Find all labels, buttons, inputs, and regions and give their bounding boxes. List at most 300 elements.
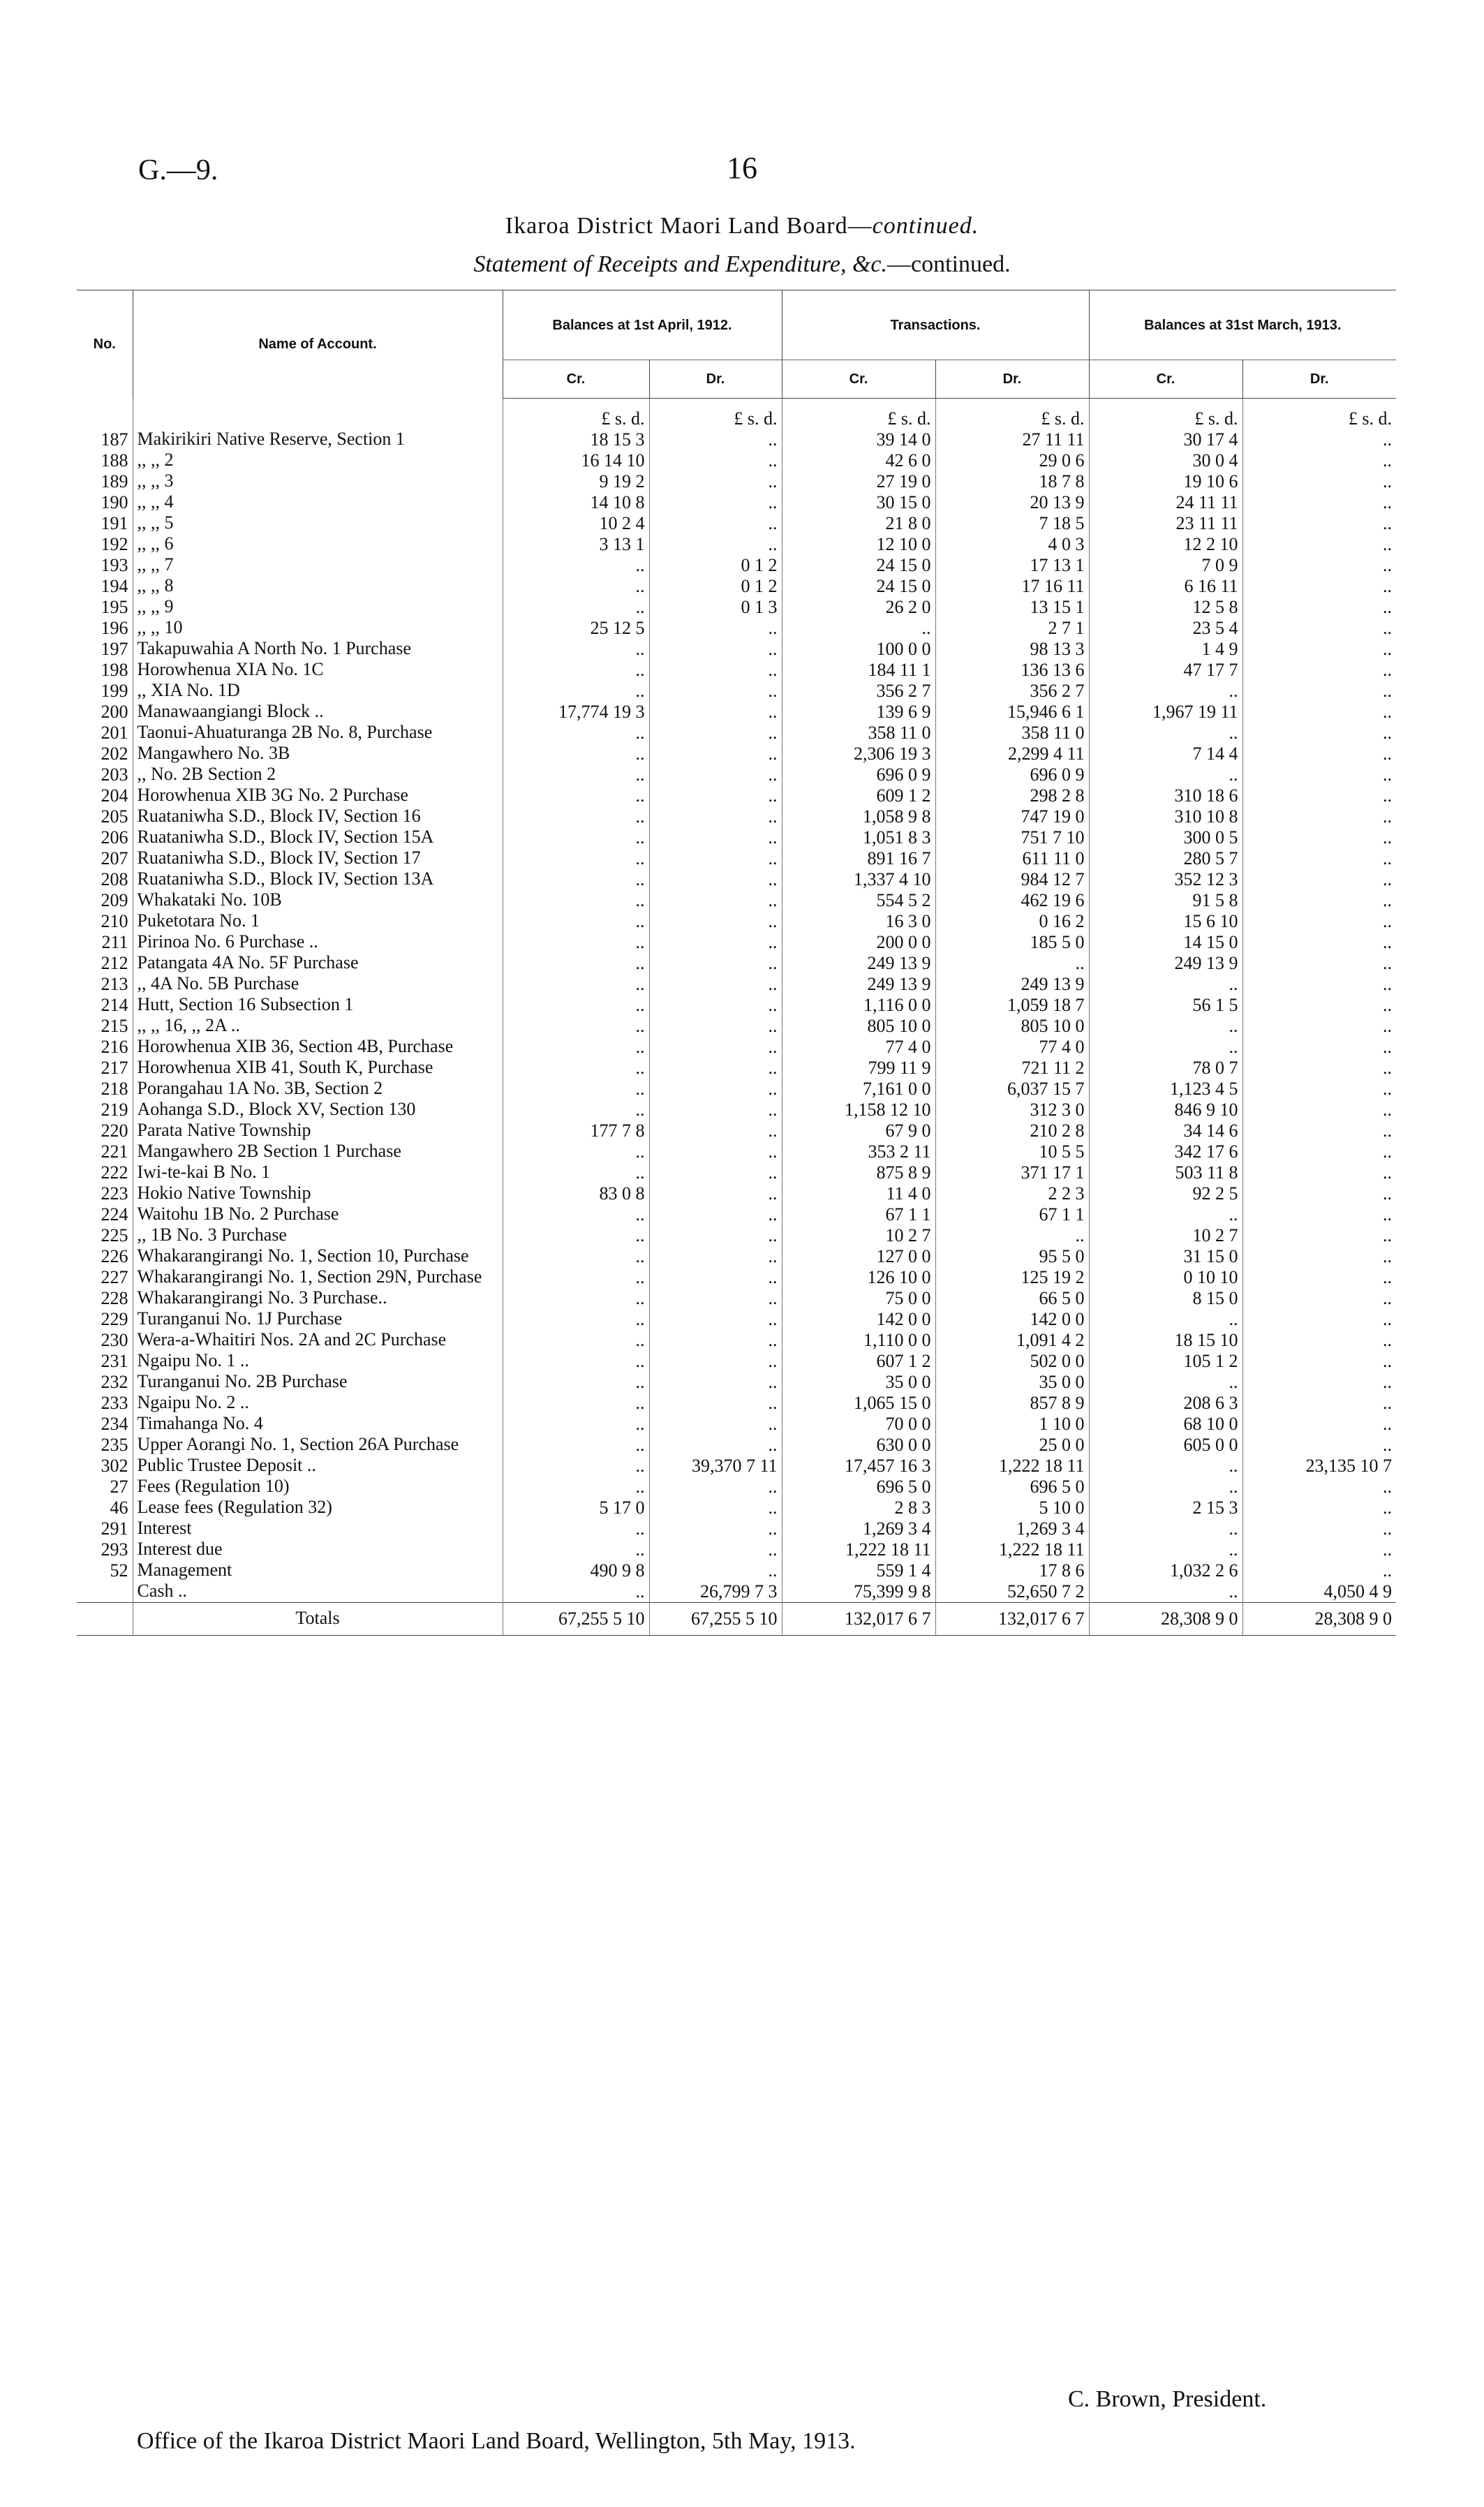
page-reference: G.—9. xyxy=(138,154,218,186)
row-number: 190 xyxy=(101,492,128,512)
balance-1912-dr: .. xyxy=(649,1183,782,1204)
balance-1912-dr: .. xyxy=(649,681,782,702)
transaction-cr: 24 15 0 xyxy=(782,576,935,597)
balance-1913-cr: 30 0 4 xyxy=(1089,450,1242,471)
table-row xyxy=(77,534,1396,555)
transaction-cr: 696 0 9 xyxy=(782,764,935,785)
balance-1912-cr: .. xyxy=(503,1225,649,1246)
units-label: £ s. d. xyxy=(935,399,1089,430)
balance-1913-cr: 1,967 19 11 xyxy=(1089,702,1242,723)
table-row xyxy=(77,1162,1396,1183)
transaction-dr: 2 2 3 xyxy=(935,1183,1089,1204)
balance-1912-dr: 0 1 2 xyxy=(649,576,782,597)
row-number: 189 xyxy=(101,471,128,491)
row-number: 194 xyxy=(101,576,128,596)
table-row xyxy=(77,1435,1396,1456)
statement-table xyxy=(77,290,1396,1636)
account-name: ,, 1B No. 3 Purchase xyxy=(133,1225,503,1246)
table-row xyxy=(77,890,1396,911)
balance-1913-cr: .. xyxy=(1089,723,1242,744)
transaction-cr: 139 6 9 xyxy=(782,702,935,723)
transaction-cr: 607 1 2 xyxy=(782,1351,935,1372)
account-name: ,, ,, 6 xyxy=(133,534,503,555)
table-row xyxy=(77,785,1396,806)
balance-1912-dr: 0 1 2 xyxy=(649,555,782,576)
balance-1912-dr: .. xyxy=(649,932,782,953)
balance-1913-cr: .. xyxy=(1089,681,1242,702)
account-name: ,, ,, 2 xyxy=(133,450,503,471)
balance-1912-dr: .. xyxy=(649,492,782,513)
account-name: Lease fees (Regulation 32) xyxy=(133,1497,503,1518)
balance-1913-dr: .. xyxy=(1242,1414,1396,1435)
account-name: Aohanga S.D., Block XV, Section 130 xyxy=(133,1100,503,1121)
balance-1913-dr: 23,135 10 7 xyxy=(1242,1456,1396,1477)
transaction-cr: 249 13 9 xyxy=(782,974,935,995)
heading-continued: continued. xyxy=(872,213,979,239)
balance-1912-dr: .. xyxy=(649,1497,782,1518)
total-b13-dr: 28,308 9 0 xyxy=(1242,1603,1396,1636)
total-trans-dr: 132,017 6 7 xyxy=(935,1603,1089,1636)
account-name: Whakarangirangi No. 3 Purchase.. xyxy=(133,1288,503,1309)
balance-1913-cr: .. xyxy=(1089,1456,1242,1477)
transaction-cr: 891 16 7 xyxy=(782,848,935,869)
transaction-cr: 16 3 0 xyxy=(782,911,935,932)
balance-1912-cr: .. xyxy=(503,1372,649,1393)
transaction-cr: 70 0 0 xyxy=(782,1414,935,1435)
transaction-dr: .. xyxy=(935,1225,1089,1246)
transaction-dr: 27 11 11 xyxy=(935,429,1089,450)
transaction-cr: 75,399 9 8 xyxy=(782,1581,935,1603)
table-row xyxy=(77,1016,1396,1037)
transaction-dr: .. xyxy=(935,953,1089,974)
balance-1912-cr: .. xyxy=(503,764,649,785)
row-number: 293 xyxy=(101,1539,128,1560)
transaction-cr: 559 1 4 xyxy=(782,1560,935,1581)
transaction-dr: 10 5 5 xyxy=(935,1141,1089,1162)
balance-1912-cr: .. xyxy=(503,932,649,953)
table-row xyxy=(77,1497,1396,1518)
row-number: 229 xyxy=(101,1309,128,1329)
units-row xyxy=(77,399,1396,430)
account-name: ,, ,, 3 xyxy=(133,471,503,492)
table-row xyxy=(77,1581,1396,1603)
balance-1912-dr: .. xyxy=(649,1267,782,1288)
transaction-cr: 24 15 0 xyxy=(782,555,935,576)
transaction-dr: 136 13 6 xyxy=(935,660,1089,681)
col-header-name: Name of Account. xyxy=(133,290,503,399)
row-number: 219 xyxy=(101,1100,128,1120)
balance-1912-cr: 18 15 3 xyxy=(503,429,649,450)
balance-1912-dr: .. xyxy=(649,450,782,471)
table-row xyxy=(77,1121,1396,1141)
account-name: ,, ,, 9 xyxy=(133,597,503,618)
col-group-balances-1912: Balances at 1st April, 1912. xyxy=(503,290,782,360)
balance-1912-dr: .. xyxy=(649,848,782,869)
transaction-dr: 2 7 1 xyxy=(935,618,1089,639)
page-subheading xyxy=(0,251,1484,278)
balance-1912-cr: .. xyxy=(503,1288,649,1309)
transaction-dr: 1,269 3 4 xyxy=(935,1518,1089,1539)
transaction-cr: 77 4 0 xyxy=(782,1037,935,1058)
subheading-plain: —continued. xyxy=(887,251,1011,277)
table-row xyxy=(77,471,1396,492)
transaction-dr: 35 0 0 xyxy=(935,1372,1089,1393)
transaction-cr: 696 5 0 xyxy=(782,1477,935,1497)
balance-1912-cr: .. xyxy=(503,1037,649,1058)
balance-1912-dr: .. xyxy=(649,534,782,555)
balance-1912-dr: .. xyxy=(649,995,782,1016)
balance-1913-cr: 34 14 6 xyxy=(1089,1121,1242,1141)
balance-1912-dr: 39,370 7 11 xyxy=(649,1456,782,1477)
balance-1913-cr: 605 0 0 xyxy=(1089,1435,1242,1456)
account-name: Interest xyxy=(133,1518,503,1539)
transaction-dr: 6,037 15 7 xyxy=(935,1079,1089,1100)
units-label: £ s. d. xyxy=(503,399,649,430)
balance-1913-cr: 68 10 0 xyxy=(1089,1414,1242,1435)
balance-1912-cr: .. xyxy=(503,1477,649,1497)
balance-1913-dr: .. xyxy=(1242,1560,1396,1581)
transaction-cr: 17,457 16 3 xyxy=(782,1456,935,1477)
balance-1912-dr: 0 1 3 xyxy=(649,597,782,618)
balance-1913-cr: 1,032 2 6 xyxy=(1089,1560,1242,1581)
row-number: 215 xyxy=(101,1016,128,1036)
president-signature: C. Brown, President. xyxy=(1068,2386,1267,2412)
balance-1912-cr: .. xyxy=(503,597,649,618)
table-row xyxy=(77,513,1396,534)
balance-1913-dr: .. xyxy=(1242,492,1396,513)
row-number xyxy=(77,1581,133,1603)
balance-1913-dr: .. xyxy=(1242,1372,1396,1393)
row-number: 210 xyxy=(101,911,128,931)
transaction-cr: 1,065 15 0 xyxy=(782,1393,935,1414)
transaction-dr: 4 0 3 xyxy=(935,534,1089,555)
balance-1913-dr: .. xyxy=(1242,1267,1396,1288)
row-number: 206 xyxy=(101,827,128,848)
account-name: Whakarangirangi No. 1, Section 29N, Purchase xyxy=(133,1267,503,1288)
transaction-dr: 358 11 0 xyxy=(935,723,1089,744)
table-row xyxy=(77,1309,1396,1330)
balance-1912-cr: .. xyxy=(503,1414,649,1435)
transaction-cr: 67 1 1 xyxy=(782,1204,935,1225)
table-row xyxy=(77,764,1396,785)
table-row xyxy=(77,618,1396,639)
balance-1912-dr: .. xyxy=(649,1330,782,1351)
col-header-dr: Dr. xyxy=(649,360,782,399)
transaction-cr: 1,337 4 10 xyxy=(782,869,935,890)
balance-1913-cr: .. xyxy=(1089,1518,1242,1539)
row-number: 201 xyxy=(101,723,128,743)
subheading-italic: Statement of Receipts and Expenditure, &c. xyxy=(473,251,888,277)
col-header-no: No. xyxy=(77,290,133,399)
account-name: Parata Native Township xyxy=(133,1121,503,1141)
table-row xyxy=(77,555,1396,576)
row-number: 199 xyxy=(101,681,128,701)
balance-1912-dr: .. xyxy=(649,1204,782,1225)
transaction-dr: 356 2 7 xyxy=(935,681,1089,702)
row-number: 220 xyxy=(101,1121,128,1141)
balance-1913-dr: .. xyxy=(1242,471,1396,492)
account-name: Taonui-Ahuaturanga 2B No. 8, Purchase xyxy=(133,723,503,744)
transaction-cr: 39 14 0 xyxy=(782,429,935,450)
transaction-dr: 185 5 0 xyxy=(935,932,1089,953)
transaction-dr: 1,091 4 2 xyxy=(935,1330,1089,1351)
balance-1913-dr: .. xyxy=(1242,953,1396,974)
account-name: Management xyxy=(133,1560,503,1581)
balance-1912-cr: .. xyxy=(503,1141,649,1162)
account-name: Fees (Regulation 10) xyxy=(133,1477,503,1497)
row-number: 52 xyxy=(110,1560,128,1581)
table-row xyxy=(77,576,1396,597)
transaction-dr: 66 5 0 xyxy=(935,1288,1089,1309)
balance-1912-cr: .. xyxy=(503,744,649,764)
row-number: 192 xyxy=(101,534,128,554)
balance-1912-dr: .. xyxy=(649,1058,782,1079)
balance-1913-dr: .. xyxy=(1242,513,1396,534)
balance-1912-cr: .. xyxy=(503,995,649,1016)
page-heading xyxy=(0,213,1484,239)
table-row xyxy=(77,995,1396,1016)
account-name: Ruataniwha S.D., Block IV, Section 17 xyxy=(133,848,503,869)
balance-1912-dr: .. xyxy=(649,1414,782,1435)
row-number: 217 xyxy=(101,1058,128,1078)
account-name: Manawaangiangi Block .. xyxy=(133,702,503,723)
table-row xyxy=(77,848,1396,869)
balance-1913-cr: 10 2 7 xyxy=(1089,1225,1242,1246)
row-number: 205 xyxy=(101,806,128,827)
balance-1912-cr: 14 10 8 xyxy=(503,492,649,513)
transaction-cr: 249 13 9 xyxy=(782,953,935,974)
table-row xyxy=(77,1372,1396,1393)
transaction-dr: 984 12 7 xyxy=(935,869,1089,890)
account-name: Pirinoa No. 6 Purchase .. xyxy=(133,932,503,953)
balance-1912-cr: 3 13 1 xyxy=(503,534,649,555)
account-name: Waitohu 1B No. 2 Purchase xyxy=(133,1204,503,1225)
transaction-dr: 1,222 18 11 xyxy=(935,1456,1089,1477)
account-name: Ruataniwha S.D., Block IV, Section 16 xyxy=(133,806,503,827)
balance-1913-cr: .. xyxy=(1089,1477,1242,1497)
balance-1912-dr: .. xyxy=(649,911,782,932)
balance-1913-cr: .. xyxy=(1089,764,1242,785)
balance-1913-dr: .. xyxy=(1242,995,1396,1016)
balance-1912-dr: .. xyxy=(649,1435,782,1456)
balance-1913-dr: .. xyxy=(1242,1058,1396,1079)
balance-1912-cr: 10 2 4 xyxy=(503,513,649,534)
balance-1913-dr: .. xyxy=(1242,1518,1396,1539)
account-name: Ngaipu No. 1 .. xyxy=(133,1351,503,1372)
account-name: ,, ,, 8 xyxy=(133,576,503,597)
balance-1913-dr: .. xyxy=(1242,869,1396,890)
account-name: Hokio Native Township xyxy=(133,1183,503,1204)
balance-1913-dr: .. xyxy=(1242,1100,1396,1121)
transaction-dr: 805 10 0 xyxy=(935,1016,1089,1037)
balance-1912-dr: .. xyxy=(649,513,782,534)
transaction-dr: 7 18 5 xyxy=(935,513,1089,534)
transaction-cr: 7,161 0 0 xyxy=(782,1079,935,1100)
row-number: 223 xyxy=(101,1183,128,1204)
balance-1913-dr: .. xyxy=(1242,890,1396,911)
transaction-dr: 5 10 0 xyxy=(935,1497,1089,1518)
balance-1913-dr: .. xyxy=(1242,806,1396,827)
col-group-transactions: Transactions. xyxy=(782,290,1089,360)
balance-1913-dr: .. xyxy=(1242,1246,1396,1267)
row-number: 235 xyxy=(101,1435,128,1455)
table-row xyxy=(77,450,1396,471)
balance-1912-cr: 16 14 10 xyxy=(503,450,649,471)
balance-1913-cr: 23 11 11 xyxy=(1089,513,1242,534)
transaction-dr: 17 8 6 xyxy=(935,1560,1089,1581)
balance-1912-cr: .. xyxy=(503,1435,649,1456)
balance-1913-dr: .. xyxy=(1242,1351,1396,1372)
balance-1913-cr: 31 15 0 xyxy=(1089,1246,1242,1267)
balance-1913-dr: .. xyxy=(1242,744,1396,764)
transaction-cr: 26 2 0 xyxy=(782,597,935,618)
account-name: Upper Aorangi No. 1, Section 26A Purchase xyxy=(133,1435,503,1456)
balance-1913-cr: 846 9 10 xyxy=(1089,1100,1242,1121)
transaction-cr: 1,158 12 10 xyxy=(782,1100,935,1121)
balance-1913-dr: .. xyxy=(1242,1037,1396,1058)
row-number: 213 xyxy=(101,974,128,994)
balance-1912-cr: .. xyxy=(503,1393,649,1414)
balance-1913-cr: 30 17 4 xyxy=(1089,429,1242,450)
table-row xyxy=(77,1351,1396,1372)
transaction-cr: 353 2 11 xyxy=(782,1141,935,1162)
balance-1913-cr: 7 14 4 xyxy=(1089,744,1242,764)
balance-1913-cr: 503 11 8 xyxy=(1089,1162,1242,1183)
table-row xyxy=(77,953,1396,974)
balance-1913-dr: .. xyxy=(1242,764,1396,785)
transaction-dr: 13 15 1 xyxy=(935,597,1089,618)
balance-1913-cr: 24 11 11 xyxy=(1089,492,1242,513)
balance-1913-cr: .. xyxy=(1089,974,1242,995)
header-row-groups xyxy=(77,290,1396,360)
totals-row xyxy=(77,1603,1396,1636)
balance-1913-cr: 14 15 0 xyxy=(1089,932,1242,953)
balance-1912-cr: .. xyxy=(503,869,649,890)
table-row xyxy=(77,1560,1396,1581)
balance-1913-cr: 2 15 3 xyxy=(1089,1497,1242,1518)
statement-table-wrapper xyxy=(77,290,1396,1636)
account-name: Horowhenua XIB 41, South K, Purchase xyxy=(133,1058,503,1079)
row-number: 227 xyxy=(101,1267,128,1287)
balance-1912-cr: .. xyxy=(503,1518,649,1539)
transaction-cr: 75 0 0 xyxy=(782,1288,935,1309)
table-row xyxy=(77,1225,1396,1246)
row-number: 207 xyxy=(101,848,128,868)
transaction-cr: 1,110 0 0 xyxy=(782,1330,935,1351)
table-row xyxy=(77,1204,1396,1225)
transaction-dr: 25 0 0 xyxy=(935,1435,1089,1456)
account-name: Ruataniwha S.D., Block IV, Section 15A xyxy=(133,827,503,848)
account-name: ,, ,, 5 xyxy=(133,513,503,534)
transaction-dr: 1,059 18 7 xyxy=(935,995,1089,1016)
balance-1913-dr: .. xyxy=(1242,1435,1396,1456)
balance-1912-cr: 17,774 19 3 xyxy=(503,702,649,723)
row-number: 46 xyxy=(110,1497,128,1518)
row-number: 27 xyxy=(110,1477,128,1497)
balance-1913-dr: .. xyxy=(1242,848,1396,869)
row-number: 193 xyxy=(101,555,128,575)
row-number: 234 xyxy=(101,1414,128,1434)
table-row xyxy=(77,806,1396,827)
balance-1912-dr: .. xyxy=(649,1351,782,1372)
account-name: ,, ,, 4 xyxy=(133,492,503,513)
balance-1913-dr: .. xyxy=(1242,1079,1396,1100)
transaction-dr: 1,222 18 11 xyxy=(935,1539,1089,1560)
balance-1912-dr: .. xyxy=(649,723,782,744)
transaction-dr: 0 16 2 xyxy=(935,911,1089,932)
balance-1912-dr: .. xyxy=(649,1246,782,1267)
balance-1912-dr: .. xyxy=(649,1393,782,1414)
heading-main: Ikaroa District Maori Land Board— xyxy=(505,213,873,239)
balance-1912-cr: .. xyxy=(503,785,649,806)
row-number: 216 xyxy=(101,1037,128,1057)
balance-1913-cr: 342 17 6 xyxy=(1089,1141,1242,1162)
transaction-cr: 100 0 0 xyxy=(782,639,935,660)
balance-1912-cr: .. xyxy=(503,1016,649,1037)
balance-1913-dr: .. xyxy=(1242,639,1396,660)
table-row xyxy=(77,1393,1396,1414)
balance-1913-dr: .. xyxy=(1242,1330,1396,1351)
balance-1913-cr: .. xyxy=(1089,1372,1242,1393)
balance-1912-dr: .. xyxy=(649,429,782,450)
balance-1912-cr: .. xyxy=(503,1246,649,1267)
table-row xyxy=(77,1183,1396,1204)
balance-1912-dr: .. xyxy=(649,471,782,492)
balance-1913-cr: 8 15 0 xyxy=(1089,1288,1242,1309)
row-number: 204 xyxy=(101,785,128,806)
transaction-cr: 799 11 9 xyxy=(782,1058,935,1079)
table-row xyxy=(77,429,1396,450)
row-number: 198 xyxy=(101,660,128,680)
account-name: Whakataki No. 10B xyxy=(133,890,503,911)
account-name: Hutt, Section 16 Subsection 1 xyxy=(133,995,503,1016)
transaction-cr: 42 6 0 xyxy=(782,450,935,471)
transaction-dr: 77 4 0 xyxy=(935,1037,1089,1058)
page-number: 16 xyxy=(727,151,757,185)
table-row xyxy=(77,827,1396,848)
row-number: 195 xyxy=(101,597,128,617)
balance-1912-dr: .. xyxy=(649,1100,782,1121)
transaction-cr: 1,269 3 4 xyxy=(782,1518,935,1539)
balance-1912-dr: .. xyxy=(649,1309,782,1330)
table-row xyxy=(77,1539,1396,1560)
transaction-dr: 249 13 9 xyxy=(935,974,1089,995)
transaction-cr: 630 0 0 xyxy=(782,1435,935,1456)
balance-1912-dr: .. xyxy=(649,785,782,806)
balance-1913-dr: .. xyxy=(1242,1162,1396,1183)
transaction-dr: 611 11 0 xyxy=(935,848,1089,869)
table-body xyxy=(77,399,1396,1603)
transaction-dr: 98 13 3 xyxy=(935,639,1089,660)
transaction-dr: 721 11 2 xyxy=(935,1058,1089,1079)
balance-1913-cr: 1,123 4 5 xyxy=(1089,1079,1242,1100)
account-name: Interest due xyxy=(133,1539,503,1560)
balance-1912-cr: .. xyxy=(503,1309,649,1330)
balance-1912-dr: .. xyxy=(649,1141,782,1162)
balance-1913-cr: 47 17 7 xyxy=(1089,660,1242,681)
account-name: ,, No. 2B Section 2 xyxy=(133,764,503,785)
transaction-dr: 1 10 0 xyxy=(935,1414,1089,1435)
balance-1912-cr: .. xyxy=(503,1058,649,1079)
table-row xyxy=(77,639,1396,660)
balance-1912-cr: .. xyxy=(503,660,649,681)
row-number: 226 xyxy=(101,1246,128,1266)
transaction-dr: 462 19 6 xyxy=(935,890,1089,911)
transaction-cr: 142 0 0 xyxy=(782,1309,935,1330)
balance-1912-dr: .. xyxy=(649,953,782,974)
table-row xyxy=(77,1267,1396,1288)
balance-1912-cr: .. xyxy=(503,806,649,827)
